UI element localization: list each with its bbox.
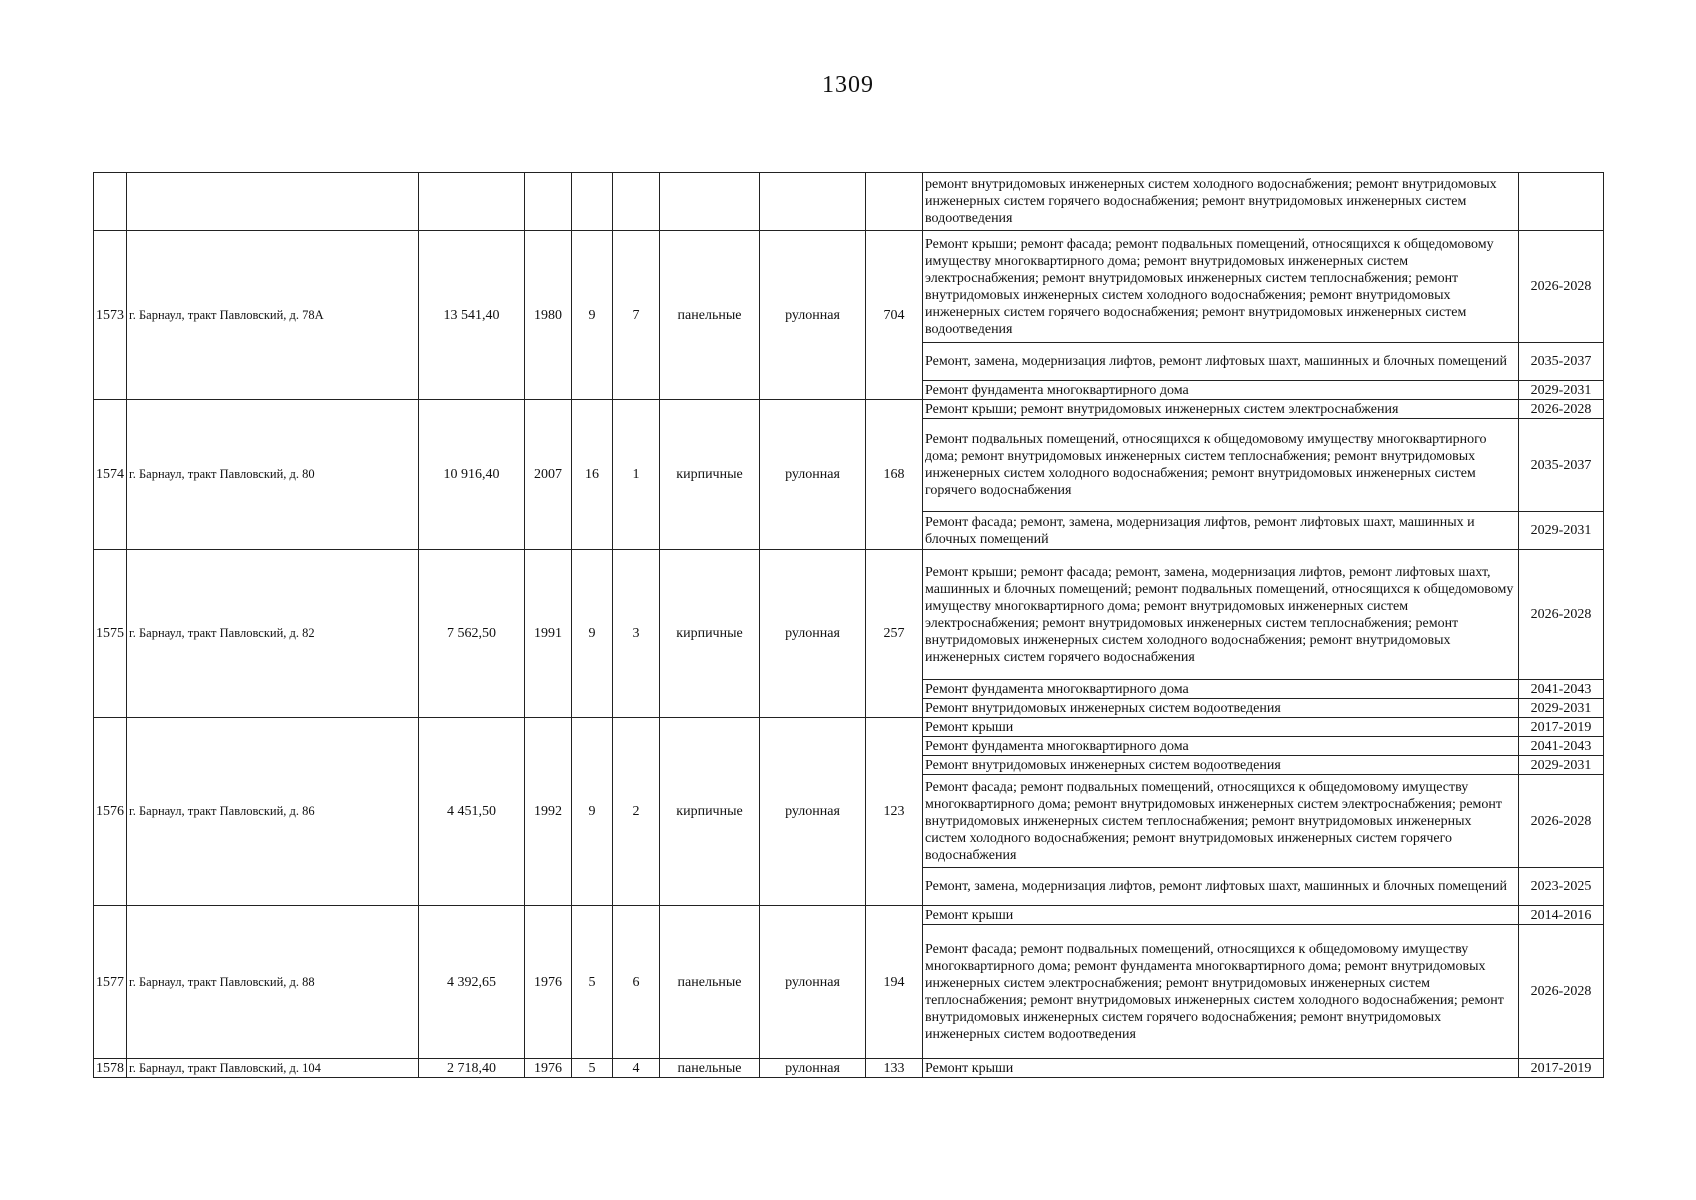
cell-roof: рулонная [760, 1059, 866, 1078]
cell-period: 2026-2028 [1519, 400, 1604, 419]
cell-floors: 5 [572, 1059, 613, 1078]
cell-work: Ремонт фундамента многоквартирного дома [923, 680, 1519, 699]
cell-work: Ремонт крыши [923, 906, 1519, 925]
cell-residents: 194 [866, 906, 923, 1059]
cell-period: 2023-2025 [1519, 868, 1604, 906]
cell-work: Ремонт, замена, модернизация лифтов, ремонт лифтовых шахт, машинных и блочных помещений [923, 868, 1519, 906]
cell-floors: 9 [572, 718, 613, 906]
cell-walls: кирпичные [660, 400, 760, 550]
cell-residents: 168 [866, 400, 923, 550]
cell-walls: панельные [660, 906, 760, 1059]
cell-work: Ремонт крыши; ремонт фасада; ремонт подвальных помещений, относящихся к общедомовому имуществу многоквартирного дома; ремонт внутридомовых инженерных систем электроснабжения; ремонт внутридомовых инженерных систем теплоснабжения; ремонт внутридомовых инженерных систем холодного водоснабжения; ремонт внутридомовых инженерных систем горячего водоснабжения; ремонт внутридомовых инженерных систем водоотведения [923, 231, 1519, 343]
cell-walls [660, 173, 760, 231]
cell-period: 2029-2031 [1519, 381, 1604, 400]
cell-floors: 5 [572, 906, 613, 1059]
table-row [94, 400, 1604, 419]
cell-work: Ремонт крыши; ремонт фасада; ремонт, замена, модернизация лифтов, ремонт лифтовых шахт, машинных и блочных помещений; ремонт подвальных помещений, относящихся к общедомовому имуществу многоквартирного дома; ремонт внутридомовых инженерных систем электроснабжения; ремонт внутридомовых инженерных систем теплоснабжения; ремонт внутридомовых инженерных систем холодного водоснабжения; ремонт внутридомовых инженерных систем горячего водоснабжения [923, 550, 1519, 680]
cell-entrances: 2 [613, 718, 660, 906]
cell-entrances: 7 [613, 231, 660, 400]
cell-entrances: 3 [613, 550, 660, 718]
cell-period: 2026-2028 [1519, 231, 1604, 343]
cell-period: 2029-2031 [1519, 699, 1604, 718]
cell-residents [866, 173, 923, 231]
cell-num: 1576 [94, 718, 127, 906]
cell-period: 2017-2019 [1519, 718, 1604, 737]
cell-address: г. Барнаул, тракт Павловский, д. 88 [127, 906, 419, 1059]
cell-num: 1575 [94, 550, 127, 718]
cell-num: 1573 [94, 231, 127, 400]
cell-area: 4 392,65 [419, 906, 525, 1059]
cell-floors: 9 [572, 550, 613, 718]
cell-entrances: 1 [613, 400, 660, 550]
cell-floors [572, 173, 613, 231]
cell-residents: 123 [866, 718, 923, 906]
cell-work: Ремонт крыши [923, 1059, 1519, 1078]
continuation-row [94, 173, 1604, 231]
cell-work: Ремонт внутридомовых инженерных систем водоотведения [923, 756, 1519, 775]
cell-floors: 16 [572, 400, 613, 550]
cell-period: 2029-2031 [1519, 512, 1604, 550]
cell-work: Ремонт подвальных помещений, относящихся к общедомовому имуществу многоквартирного дома; ремонт внутридомовых инженерных систем теплоснабжения; ремонт внутридомовых инженерных систем холодного водоснабжения; ремонт внутридомовых инженерных систем горячего водоснабжения [923, 419, 1519, 512]
cell-year: 1976 [525, 906, 572, 1059]
table-row [94, 231, 1604, 343]
cell-roof: рулонная [760, 400, 866, 550]
cell-period: 2035-2037 [1519, 343, 1604, 381]
cell-area [419, 173, 525, 231]
cell-roof: рулонная [760, 718, 866, 906]
cell-period: 2014-2016 [1519, 906, 1604, 925]
cell-address: г. Барнаул, тракт Павловский, д. 104 [127, 1059, 419, 1078]
cell-work: Ремонт фасада; ремонт подвальных помещений, относящихся к общедомовому имуществу многоквартирного дома; ремонт внутридомовых инженерных систем электроснабжения; ремонт внутридомовых инженерных систем теплоснабжения; ремонт внутридомовых инженерных систем холодного водоснабжения; ремонт внутридомовых инженерных систем горячего водоснабжения [923, 775, 1519, 868]
cell-floors: 9 [572, 231, 613, 400]
cell-work: Ремонт фасада; ремонт, замена, модернизация лифтов, ремонт лифтовых шахт, машинных и блочных помещений [923, 512, 1519, 550]
cell-work: Ремонт фундамента многоквартирного дома [923, 737, 1519, 756]
cell-area: 2 718,40 [419, 1059, 525, 1078]
cell-period: 2026-2028 [1519, 925, 1604, 1059]
table-row [94, 718, 1604, 737]
cell-num: 1574 [94, 400, 127, 550]
repair-schedule-table [93, 172, 1604, 1078]
cell-residents: 704 [866, 231, 923, 400]
cell-year [525, 173, 572, 231]
cell-period: 2035-2037 [1519, 419, 1604, 512]
table-body [94, 173, 1604, 1078]
table-row [94, 550, 1604, 680]
cell-area: 4 451,50 [419, 718, 525, 906]
cell-roof [760, 173, 866, 231]
cell-area: 7 562,50 [419, 550, 525, 718]
cell-work: Ремонт крыши; ремонт внутридомовых инженерных систем электроснабжения [923, 400, 1519, 419]
cell-roof: рулонная [760, 231, 866, 400]
cell-walls: панельные [660, 231, 760, 400]
cell-period: 2026-2028 [1519, 550, 1604, 680]
cell-year: 1991 [525, 550, 572, 718]
cell-entrances: 6 [613, 906, 660, 1059]
cell-num [94, 173, 127, 231]
table-row [94, 906, 1604, 925]
cell-entrances [613, 173, 660, 231]
cell-year: 2007 [525, 400, 572, 550]
cell-entrances: 4 [613, 1059, 660, 1078]
cell-work: ремонт внутридомовых инженерных систем холодного водоснабжения; ремонт внутридомовых инженерных систем горячего водоснабжения; ремонт внутридомовых инженерных систем водоотведения [923, 173, 1519, 231]
cell-roof: рулонная [760, 550, 866, 718]
cell-address: г. Барнаул, тракт Павловский, д. 82 [127, 550, 419, 718]
cell-work: Ремонт крыши [923, 718, 1519, 737]
cell-year: 1980 [525, 231, 572, 400]
cell-walls: кирпичные [660, 718, 760, 906]
cell-year: 1976 [525, 1059, 572, 1078]
cell-address: г. Барнаул, тракт Павловский, д. 86 [127, 718, 419, 906]
cell-area: 10 916,40 [419, 400, 525, 550]
cell-residents: 133 [866, 1059, 923, 1078]
cell-address: г. Барнаул, тракт Павловский, д. 80 [127, 400, 419, 550]
cell-work: Ремонт фасада; ремонт подвальных помещений, относящихся к общедомовому имуществу многоквартирного дома; ремонт фундамента многоквартирного дома; ремонт внутридомовых инженерных систем электроснабжения; ремонт внутридомовых инженерных систем теплоснабжения; ремонт внутридомовых инженерных систем холодного водоснабжения; ремонт внутридомовых инженерных систем горячего водоснабжения; ремонт внутридомовых инженерных систем водоотведения [923, 925, 1519, 1059]
cell-walls: панельные [660, 1059, 760, 1078]
cell-residents: 257 [866, 550, 923, 718]
page-number: 1309 [822, 72, 874, 98]
cell-roof: рулонная [760, 906, 866, 1059]
cell-period: 2026-2028 [1519, 775, 1604, 868]
cell-address [127, 173, 419, 231]
cell-period: 2017-2019 [1519, 1059, 1604, 1078]
cell-area: 13 541,40 [419, 231, 525, 400]
cell-period: 2041-2043 [1519, 680, 1604, 699]
cell-work: Ремонт, замена, модернизация лифтов, ремонт лифтовых шахт, машинных и блочных помещений [923, 343, 1519, 381]
cell-work: Ремонт фундамента многоквартирного дома [923, 381, 1519, 400]
cell-period: 2041-2043 [1519, 737, 1604, 756]
cell-period: 2029-2031 [1519, 756, 1604, 775]
table-row [94, 1059, 1604, 1078]
cell-num: 1577 [94, 906, 127, 1059]
cell-work: Ремонт внутридомовых инженерных систем водоотведения [923, 699, 1519, 718]
cell-address: г. Барнаул, тракт Павловский, д. 78А [127, 231, 419, 400]
cell-year: 1992 [525, 718, 572, 906]
cell-num: 1578 [94, 1059, 127, 1078]
cell-period [1519, 173, 1604, 231]
cell-walls: кирпичные [660, 550, 760, 718]
